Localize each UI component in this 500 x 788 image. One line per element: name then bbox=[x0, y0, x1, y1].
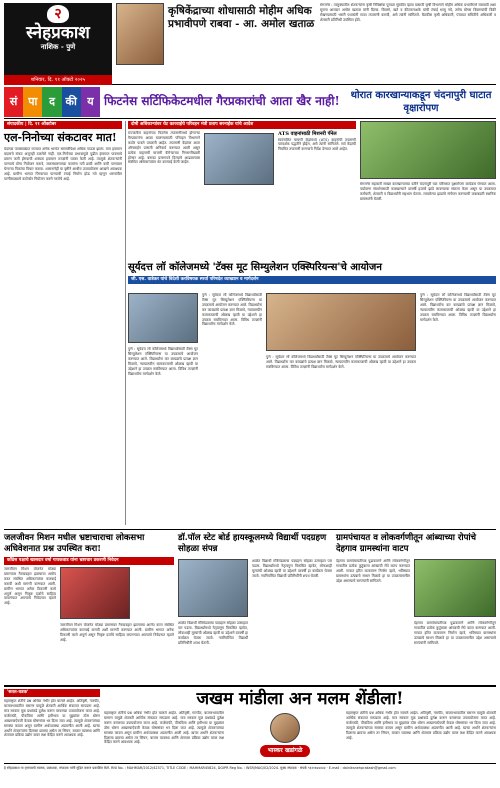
lokmanya-strip: कॉंग्रेस पक्षाचे खासदार वर्षा गायकवाड यांना भ्रष्टाचार प्रकरणी निवेदन bbox=[4, 557, 174, 565]
fitness-story bbox=[128, 121, 356, 257]
lead-photo bbox=[116, 3, 164, 65]
editorial-tag: संपादकीय | दि. ११ ऑक्टोबर bbox=[4, 121, 122, 129]
drpaul-story bbox=[178, 533, 332, 683]
section-rule bbox=[4, 529, 496, 530]
suryadatta-col-2 bbox=[420, 293, 496, 525]
drpaul-headline: डॉ.पॉल स्टेट बोर्ड हायस्कूलमध्ये विद्यार्थी पदग्रहण सोहळा संपन्न bbox=[178, 533, 327, 554]
suryadatta-group-photo bbox=[266, 293, 416, 351]
banner-letter: की bbox=[62, 87, 81, 117]
fitness-headline: फिटनेस सर्टिफिकेटमधील गैरप्रकारांची आता खैर नाही! bbox=[104, 94, 340, 108]
satat-body: महाराष्ट्रात शेतीचे प्रश्न अधिक गंभीर होत चालले आहेत. अतिवृष्टी, गारपीट, बाजारभावातील घसरण यामुळे शेतकरी आर्थिक संकटात सापडला आहे. मात्र सरकार मूळ प्रश्नांकडे दुर्लक्ष करून वरवरच्या उपाययोजना करत आहे. कर्जमाफी, पीकविमा आणि हमीभाव या मुद्द्यांवर ठोस धोरण आखण्याऐवजी केवळ घोषणांवर भर दिला जात आहे. त्यामुळे शेतकऱ्यांच्या समस्या कायम असून ग्रामीण अर्थव्यवस्था अडचणीत आली आहे. खऱ्या अर्थाने शेतकऱ्यांना दिलासा द्यायचा असेल तर सिंचन, बाजार व्यवस्था आणि शेतमाल प्रक्रिया उद्योग यावर लक्ष केंद्रित करणे आवश्यक आहे. bbox=[4, 699, 100, 738]
editorial-headline: एल-निनोच्या संकटावर मात! bbox=[4, 131, 117, 145]
satat-dhadak-box bbox=[4, 689, 100, 757]
thorat-body: संगमनेर सहकारी साखर कारखान्याच्या वतीने चंदनापुरी घाट परिसरात वृक्षारोपण कार्यक्रम घेण्यात आला. पर्यावरण संवर्धनासाठी कारखान्याने दरवर्षी हजारो झाडे लावण्याचा संकल्प केला असून या उपक्रमात कर्मचारी, शेतकरी व विद्यार्थ्यांनी सहभाग घेतला. लावलेल्या झाडांचे संगोपन करण्याची जबाबदारी स्थानिक ग्रामस्थांनी घेतली. bbox=[360, 182, 496, 201]
ats-section bbox=[278, 131, 356, 255]
banner-letter: य bbox=[81, 87, 100, 117]
newspaper-name: स्नेहप्रकाश bbox=[26, 23, 90, 43]
date-line: शनिवार, दि. ११ ऑक्टो २०२५ bbox=[4, 75, 112, 85]
feature-body-1: महाराष्ट्रात शेतीचे प्रश्न अधिक गंभीर होत चालले आहेत. अतिवृष्टी, गारपीट, बाजारभावातील घसरण यामुळे शेतकरी आर्थिक संकटात सापडला आहे. मात्र सरकार मूळ प्रश्नांकडे दुर्लक्ष करून वरवरच्या उपाययोजना करत आहे. कर्जमाफी, पीकविमा आणि हमीभाव या मुद्द्यांवर ठोस धोरण आखण्याऐवजी केवळ घोषणांवर भर दिला जात आहे. त्यामुळे शेतकऱ्यांच्या समस्या कायम असून ग्रामीण अर्थव्यवस्था अडचणीत आली आहे. खऱ्या अर्थाने शेतकऱ्यांना दिलासा द्यायचा असेल तर सिंचन, बाजार व्यवस्था आणि शेतमाल प्रक्रिया उद्योग यावर लक्ष केंद्रित करणे आवश्यक आहे. bbox=[104, 711, 224, 745]
plantation-photo bbox=[360, 121, 496, 179]
minister-photo bbox=[204, 133, 274, 185]
suryadatta-col-3 bbox=[266, 355, 416, 525]
feature-headline: जखम मांडीला अन मलम शेंडीला! bbox=[196, 689, 404, 709]
ats-body: स्वयंचलित चाचणी केंद्रांमध्ये (ATS) वाहनांची तपासणी पारदर्शक पद्धतीने होईल, असे त्यांनी सांगितले. सर्व केंद्रांची नियमित तपासणी करण्याचे निर्देश देण्यात आले आहेत. bbox=[278, 137, 356, 152]
feature-story bbox=[104, 689, 496, 757]
thorat-story bbox=[360, 121, 496, 257]
feature-body-2: महाराष्ट्रात शेतीचे प्रश्न अधिक गंभीर होत चालले आहेत. अतिवृष्टी, गारपीट, बाजारभावातील घसरण यामुळे शेतकरी आर्थिक संकटात सापडला आहे. मात्र सरकार मूळ प्रश्नांकडे दुर्लक्ष करून वरवरच्या उपाययोजना करत आहे. कर्जमाफी, पीकविमा आणि हमीभाव या मुद्द्यांवर ठोस धोरण आखण्याऐवजी केवळ घोषणांवर भर दिला जात आहे. त्यामुळे शेतकऱ्यांच्या समस्या कायम असून ग्रामीण अर्थव्यवस्था अडचणीत आली आहे. खऱ्या अर्थाने शेतकऱ्यांना दिलासा द्यायचा असेल तर सिंचन, बाजार व्यवस्था आणि शेतमाल प्रक्रिया उद्योग यावर लक्ष केंद्रित करणे आवश्यक आहे. bbox=[346, 711, 496, 740]
lokmanya-body: जलजीवन मिशन योजनेत मोठ्या प्रमाणावर गैरव्यवहार झाल्याचा आरोप करत संबंधित अधिकाऱ्यांवर कारवाई करावी अशी मागणी करण्यात आली. ग्रामीण भागात अनेक ठिकाणी कामे अपूर्ण असून निकृष्ट दर्जाचे साहित्य वापरण्यात आल्याचे निवेदनात म्हटले आहे. bbox=[4, 567, 56, 606]
fitness-body: राज्यातील वाहनांच्या फिटनेस तपासणीमध्ये होणाऱ्या गैरप्रकारांना आळा घालण्यासाठी परिवहन विभागाने कठोर पावले उचलली आहेत. तपासणी केंद्रांवर आता ऑनलाईन प्रणाली अनिवार्य करण्यात आली असून प्रत्येक वाहनाची चाचणी कॅमेऱ्याच्या निगराणीखाली होणार आहे. बनावट प्रमाणपत्रे दिल्याचे आढळल्यास संबंधित अधिकाऱ्यांवर थेट कारवाई केली जाईल. bbox=[128, 131, 200, 165]
newspaper-logo bbox=[4, 3, 112, 83]
suryadatta-headline: सूर्यदत्त लॉ कॉलेजमध्ये 'टॅक्स मूट सिम्युलेशन एक्स्पिरियन्स'चे आयोजन bbox=[128, 262, 382, 273]
fitness-strip: दोषी अधिकाऱ्यांवर थेट कारवाईचे परिवहन मंत्री प्रताप सरनाईक यांचे आदेश bbox=[128, 121, 356, 129]
suryadatta-body-lead: पुणे : सूर्यदत्त लॉ कॉलेजमध्ये विद्यार्थ्यांसाठी टॅक्स मूट सिम्युलेशन एक्स्पिरियन्स या उपक्रमाचे आयोजन करण्यात आले. विद्यार्थ्यांना कर कायद्यांचे प्रत्यक्ष ज्ञान मिळावे, न्यायालयीन कामकाजाची ओळख व्हावी या उद्देशाने हा उपक्रम राबविण्यात आला. विविध तज्ज्ञांनी विद्यार्थ्यांना मार्गदर्शन केले. bbox=[128, 347, 198, 376]
page-number: २ bbox=[47, 5, 69, 23]
gram-story bbox=[336, 533, 496, 683]
editorial-column bbox=[4, 121, 122, 525]
author-block bbox=[230, 713, 340, 757]
suryadatta-header bbox=[128, 261, 496, 289]
drpaul-photo bbox=[178, 559, 248, 617]
top-news-text: संगमनेर : तालुक्यातील शेतकऱ्यांना कृषी निविष्ठांचा पुरवठा सुरळीत व्हावा यासाठी कृषी विभागाने मोहीम अधिक प्रभावीपणे राबवावी अशा सूचना आमदार अमोल खताळ यांनी दिल्या. बियाणे, खते व कीटकनाशके यांची टंचाई भासू नये, तसेच बोगस बियाण्यांची विक्री रोखण्यासाठी भरारी पथकांनी सतत तपासणी करावी, असे त्यांनी सांगितले. बैठकीस कृषी अधिकारी, पंचायत समितीचे अधिकारी व शेतकरी प्रतिनिधी उपस्थित होते. bbox=[320, 3, 496, 22]
lokmanya-body-cont: जलजीवन मिशन योजनेत मोठ्या प्रमाणावर गैरव्यवहार झाल्याचा आरोप करत संबंधित अधिकाऱ्यांवर कारवाई करावी अशी मागणी करण्यात आली. ग्रामीण भागात अनेक ठिकाणी कामे अपूर्ण असून निकृष्ट दर्जाचे साहित्य वापरण्यात आल्याचे निवेदनात म्हटले आहे. bbox=[60, 623, 174, 642]
banner-letter: द bbox=[42, 87, 61, 117]
suryadatta-body-cont: पुणे : सूर्यदत्त लॉ कॉलेजमध्ये विद्यार्थ्यांसाठी टॅक्स मूट सिम्युलेशन एक्स्पिरियन्स या उपक्रमाचे आयोजन करण्यात आले. विद्यार्थ्यांना कर कायद्यांचे प्रत्यक्ष ज्ञान मिळावे, न्यायालयीन कामकाजाची ओळख व्हावी या उद्देशाने हा उपक्रम राबविण्यात आला. विविध तज्ज्ञांनी विद्यार्थ्यांना मार्गदर्शन केले. bbox=[420, 293, 496, 322]
column-rule bbox=[125, 121, 126, 525]
suryadatta-body-more: पुणे : सूर्यदत्त लॉ कॉलेजमध्ये विद्यार्थ्यांसाठी टॅक्स मूट सिम्युलेशन एक्स्पिरियन्स या उपक्रमाचे आयोजन करण्यात आले. विद्यार्थ्यांना कर कायद्यांचे प्रत्यक्ष ज्ञान मिळावे, न्यायालयीन कामकाजाची ओळख व्हावी या उद्देशाने हा उपक्रम राबविण्यात आला. विविध तज्ज्ञांनी विद्यार्थ्यांना मार्गदर्शन केले. bbox=[266, 355, 416, 369]
ats-heading: ATS वाहनांसाठी मिशनरी पॅनेल bbox=[278, 131, 337, 137]
satat-tag: 'सतत-धडक' bbox=[4, 689, 100, 697]
gram-body-cont: देहगाव ग्रामपंचायतीच्या पुढाकाराने आणि लोकवर्गणीतून गावातील प्रत्येक कुटुंबाला आंब्याची रोपे वाटप करण्यात आली. गावात हरित वातावरण निर्माण व्हावे, भविष्यात ग्रामस्थांना उत्पन्नाचे साधन मिळावे हा या उपक्रमामागील उद्देश असल्याचे सरपंचांनी सांगितले. bbox=[414, 621, 496, 645]
editorial-body: यंदाच्या पावसाळ्यात राज्यात अनेक भागांत सरासरीपेक्षा अधिक पाऊस झाला. मात्र हवामान बदलाचे संकट अजूनही टळलेले नाही. एल-निनोच्या प्रभावामुळे पुढील हंगामात पावसाचे प्रमाण कमी होण्याची शक्यता हवामान तज्ज्ञांनी व्यक्त केली आहे. त्यामुळे शेतकऱ्यांनी पाण्याचे योग्य नियोजन करावे, जलसंधारणाच्या कामांना गती द्यावी आणि कमी पाण्यावर येणाऱ्या पिकांचा विचार करावा. शासनानेही या दृष्टीने आधीच उपाययोजना आखणे आवश्यक आहे. ग्रामीण भागात पिण्याच्या पाण्याची टंचाई निर्माण होऊ नये म्हणून धरणांतील पाणीसाठ्याचे काटेकोर नियोजन करणे गरजेचे आहे. bbox=[4, 147, 122, 181]
drpaul-body-cont: शाळेत विद्यार्थी मंत्रिमंडळाचा पदग्रहण सोहळा उत्साहात पार पडला. विद्यार्थ्यांमध्ये नेतृत्वगुण विकसित व्हावेत, लोकशाही मूल्यांची ओळख व्हावी या उद्देशाने दरवर्षी हा कार्यक्रम घेतला जातो. नवनिर्वाचित विद्यार्थी प्रतिनिधींनी शपथ घेतली. bbox=[178, 621, 248, 645]
section-band bbox=[4, 85, 496, 119]
gram-body: देहगाव ग्रामपंचायतीच्या पुढाकाराने आणि लोकवर्गणीतून गावातील प्रत्येक कुटुंबाला आंब्याची रोपे वाटप करण्यात आली. गावात हरित वातावरण निर्माण व्हावे, भविष्यात ग्रामस्थांना उत्पन्नाचे साधन मिळावे हा या उपक्रमामागील उद्देश असल्याचे सरपंचांनी सांगितले. bbox=[336, 559, 410, 583]
lokmanya-photo bbox=[60, 567, 130, 619]
suryadatta-col-1 bbox=[202, 293, 262, 525]
fitness-col-1 bbox=[128, 131, 200, 255]
banner-letter: सं bbox=[4, 87, 23, 117]
thorat-headline: थोरात कारखान्याकडून चंदनापुरी घाटात वृक्षारोपण bbox=[350, 89, 492, 114]
imprint-line: हे स्नेहप्रकाश या वृत्तपत्राचे मालक, प्रकाशक, संपादक यांनी मुद्रित करून प्रकाशित केले. RNI No. : MAHMAR/2012/42371, TITLE CODE : MAHMAR45824, DGIPR Reg No. : WSR/MAG/02/2024. मुख्य संपादक · संपर्क ९६२०७४४४४४ · E-mail : dainiksnehprakash@gmail.com bbox=[4, 763, 496, 785]
gram-photo bbox=[414, 559, 496, 617]
gram-headline: ग्रामपंचायत व लोकवर्गणीतून आंब्याच्या रोपांचे देहगाव ग्रामस्थांना वाटप bbox=[336, 533, 477, 554]
drpaul-body: शाळेत विद्यार्थी मंत्रिमंडळाचा पदग्रहण सोहळा उत्साहात पार पडला. विद्यार्थ्यांमध्ये नेतृत्वगुण विकसित व्हावेत, लोकशाही मूल्यांची ओळख व्हावी या उद्देशाने दरवर्षी हा कार्यक्रम घेतला जातो. नवनिर्वाचित विद्यार्थी प्रतिनिधींनी शपथ घेतली. bbox=[252, 559, 332, 578]
section-rule bbox=[4, 685, 496, 687]
suryadatta-body: पुणे : सूर्यदत्त लॉ कॉलेजमध्ये विद्यार्थ्यांसाठी टॅक्स मूट सिम्युलेशन एक्स्पिरियन्स या उपक्रमाचे आयोजन करण्यात आले. विद्यार्थ्यांना कर कायद्यांचे प्रत्यक्ष ज्ञान मिळावे, न्यायालयीन कामकाजाची ओळख व्हावी या उद्देशाने हा उपक्रम राबविण्यात आला. विविध तज्ज्ञांनी विद्यार्थ्यांना मार्गदर्शन केले. bbox=[202, 293, 262, 327]
masthead bbox=[4, 3, 496, 85]
suryadatta-photo bbox=[128, 293, 198, 343]
author-photo bbox=[270, 713, 300, 743]
suryadatta-col-0 bbox=[128, 347, 198, 525]
body-grid bbox=[4, 119, 496, 759]
edition-place: नाशिक - पुणे bbox=[40, 43, 76, 51]
lokmanya-headline: जलजीवन मिशन मधील भ्रष्टाचाराचा लोकसभा अधिवेशनात प्रश्न उपस्थित करा! bbox=[4, 533, 145, 554]
lokmanya-story bbox=[4, 533, 174, 683]
author-name: भास्कर खडांगळे bbox=[260, 745, 311, 757]
lead-story bbox=[116, 3, 316, 83]
sampadakiya-banner bbox=[4, 87, 100, 117]
suryadatta-strip: जी. एस. वाडेकर यांचे विदेशी करविषयक स्पर्धा परिषदेत व्याख्यान व मार्गदर्शन bbox=[128, 276, 496, 284]
banner-letter: पा bbox=[23, 87, 42, 117]
lead-headline: कृषिकेंद्राच्या शोधासाठी मोहीम अधिक प्रभावीपणे राबवा - आ. अमोल खताळ bbox=[168, 5, 315, 30]
